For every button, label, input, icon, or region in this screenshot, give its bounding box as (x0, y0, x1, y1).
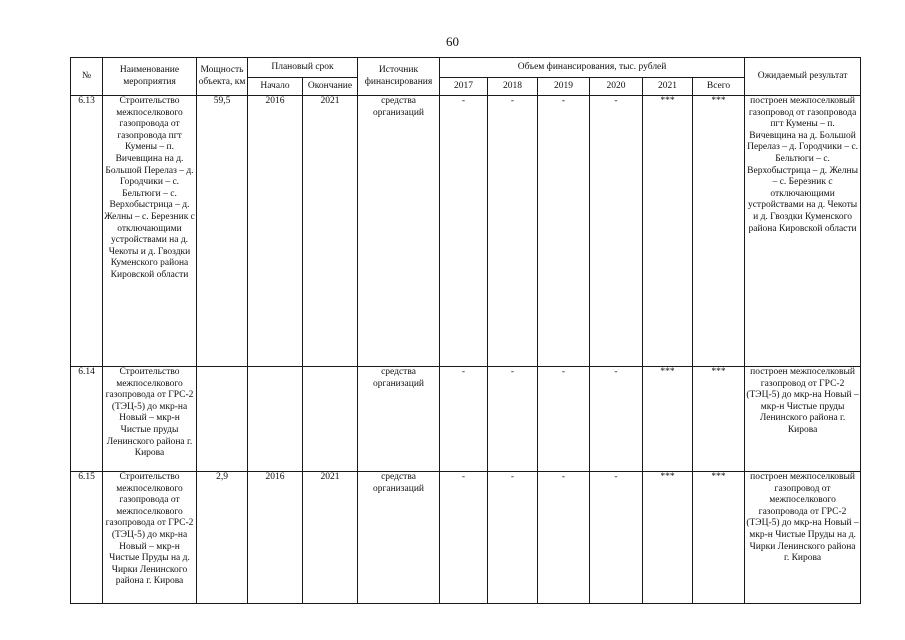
row-end (303, 367, 358, 472)
row-capacity: 2,9 (197, 472, 248, 604)
row-result: построен межпоселковый газопровод от газопровода пгт Кумены – п. Вичевщина на д. Большой Перелаз – д. Городчики – с. Бельтюги – с. Верхобыстрица – д. Желны – с. Березник с отключающими устройствами на д. Чекоты и д. Гвоздки Куменского района Кировской области (745, 96, 861, 367)
row-2019: - (538, 472, 590, 604)
header-funding: Объем финансирования, тыс. рублей (440, 58, 745, 78)
table-row (71, 367, 861, 472)
row-2017: - (440, 472, 488, 604)
row-capacity (197, 367, 248, 472)
row-2019: - (538, 96, 590, 367)
header-year-2017: 2017 (440, 78, 488, 96)
table-row (71, 96, 861, 367)
row-2019: - (538, 367, 590, 472)
header-capacity: Мощность объекта, км (197, 58, 248, 96)
row-2018: - (488, 472, 538, 604)
row-start: 2016 (248, 472, 303, 604)
header-start: Начало (248, 78, 303, 96)
row-source: средства организаций (358, 96, 440, 367)
row-2020: - (590, 96, 643, 367)
row-start (248, 367, 303, 472)
row-number: 6.15 (71, 472, 103, 604)
header-year-2018: 2018 (488, 78, 538, 96)
funding-table (70, 57, 861, 604)
row-source: средства организаций (358, 472, 440, 604)
header-name: Наименование мероприятия (103, 58, 197, 96)
row-2020: - (590, 367, 643, 472)
row-2021: *** (643, 472, 693, 604)
table-row (71, 472, 861, 604)
row-2017: - (440, 96, 488, 367)
row-2021: *** (643, 367, 693, 472)
row-2017: - (440, 367, 488, 472)
page-number: 60 (446, 34, 459, 49)
row-result: построен межпоселковый газопровод от ГРС-2 (ТЭЦ-5) до мкр-на Новый – мкр-н Чистые пруды Ленинского района г. Кирова (745, 367, 861, 472)
header-result: Ожидаемый результат (745, 58, 861, 96)
row-2020: - (590, 472, 643, 604)
row-capacity: 59,5 (197, 96, 248, 367)
header-year-2020: 2020 (590, 78, 643, 96)
row-number: 6.14 (71, 367, 103, 472)
row-2021: *** (643, 96, 693, 367)
row-number: 6.13 (71, 96, 103, 367)
row-total: *** (693, 367, 745, 472)
row-total: *** (693, 472, 745, 604)
header-num: № (71, 58, 103, 96)
header-total: Всего (693, 78, 745, 96)
header-year-2019: 2019 (538, 78, 590, 96)
row-name: Строительство межпоселкового газопровода от газопровода пгт Кумены – п. Вичевщина на д. Большой Перелаз – д. Городчики – с. Бельтюги – с. Верхобыстрица – д. Желны – с. Березник с отключающими устройствами на д. Чекоты и д. Гвоздки Куменского района Кировской области (103, 96, 197, 367)
row-name: Строительство межпоселкового газопровода от межпоселкового газопровода от ГРС-2 (ТЭЦ-5) до мкр-на Новый – мкр-н Чистые Пруды на д. Чирки Ленинского района г. Кирова (103, 472, 197, 604)
row-source: средства организаций (358, 367, 440, 472)
row-name: Строительство межпоселкового газопровода от ГРС-2 (ТЭЦ-5) до мкр-на Новый – мкр-н Чистые пруды Ленинского района г. Кирова (103, 367, 197, 472)
row-total: *** (693, 96, 745, 367)
header-source: Источник финансирования (358, 58, 440, 96)
row-result: построен межпоселковый газопровод от межпоселкового газопровода от ГРС-2 (ТЭЦ-5) до мкр-на Новый – мкр-н Чистые Пруды на д. Чирки Ленинского района г. Кирова (745, 472, 861, 604)
row-start: 2016 (248, 96, 303, 367)
row-end: 2021 (303, 472, 358, 604)
header-end: Окончание (303, 78, 358, 96)
row-2018: - (488, 96, 538, 367)
header-term: Плановый срок (248, 58, 358, 78)
row-end: 2021 (303, 96, 358, 367)
header-year-2021: 2021 (643, 78, 693, 96)
row-2018: - (488, 367, 538, 472)
